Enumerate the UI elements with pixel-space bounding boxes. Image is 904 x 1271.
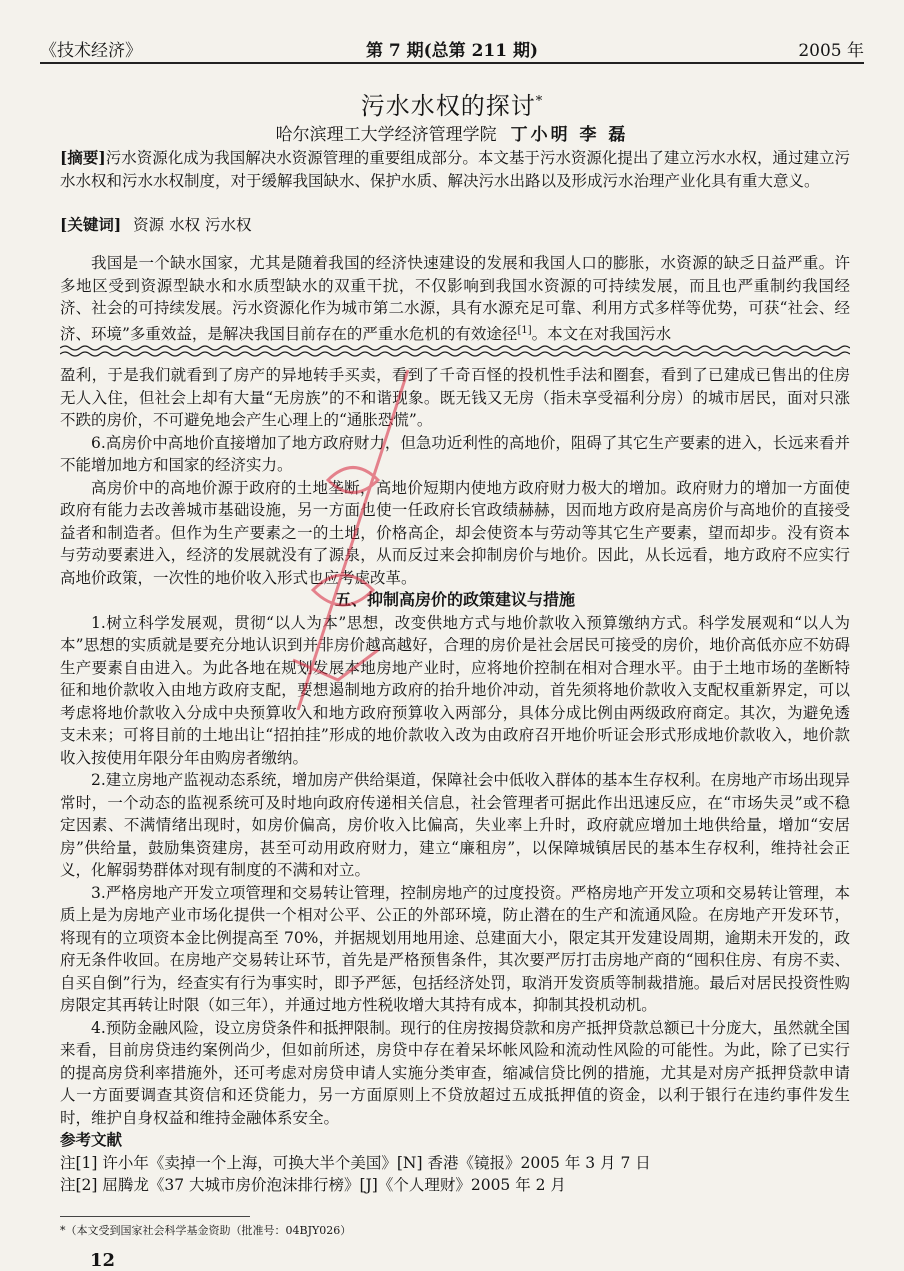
issue-number: 第 7 期(总第 211 期) (365, 41, 539, 61)
byline (0, 120, 904, 145)
article-title-text: 污水水权的探讨 (360, 92, 536, 120)
publication-year: 2005 年 (798, 41, 864, 61)
intro-paragraph (60, 252, 850, 345)
title-footnote-mark: * (535, 94, 544, 109)
body-paragraph: 高房价中的高地价源于政府的土地垄断，高地价短期内使地方政府财力极大的增加。政府财力的增加一方面使政府有能力去改善城市基础设施，另一方面也使一任政府长官政绩赫赫，因而地方政府是高房价与高地价的直接受益者和制造者。但作为生产要素之一的土地，价格高企，却会使资本与劳动等其它生产要素，望而却步。没有资本与劳动要素进入，经济的发展就没有了源泉，从而反过来会抑制房价与地价。因此，从长远看，地方政府不应实行高地价政策，一次性的地价收入形式也应考虑改革。 (60, 478, 850, 587)
article-body (60, 364, 850, 1197)
keywords-list: 资源 水权 污水权 (133, 216, 252, 234)
page-number: 12 (90, 1250, 116, 1271)
section-heading: 五、抑制高房价的政策建议与措施 (334, 590, 575, 609)
keywords-label: [关键词] (60, 215, 122, 234)
journal-name: 《技术经济》 (40, 41, 142, 61)
citation-1: [1] (517, 324, 532, 336)
abstract-text: 污水资源化成为我国解决水资源管理的重要组成部分。本文基于污水资源化提出了建立污水水权，通过建立污水水权和污水水权制度，对于缓解我国缺水、保护水质、解决污水出路以及形成污水治理产业化具有重大意义。 (60, 149, 850, 190)
article-title (0, 86, 904, 121)
footnote-rule (60, 1216, 250, 1217)
authors: 丁小明 李 磊 (510, 125, 629, 145)
body-paragraph: 4.预防金融风险，设立房贷条件和抵押限制。现行的住房按揭贷款和房产抵押贷款总额已十分庞大，虽然就全国来看，目前房贷违约案例尚少，但如前所述，房贷中存在着呆坏帐风险和流动性风险的可能性。为此，除了已实行的提高房贷利率措施外，还可考虑对房贷申请人实施分类审查，缩减信贷比例的措施，尤其是对房产抵押贷款申请人一方面要调查其资信和还贷能力，另一方面原则上不贷放超过五成抵押值的资金，以利于银行在违约事件发生时，维护自身权益和维持金融体系安全。 (60, 1018, 850, 1127)
body-paragraph: 盈利，于是我们就看到了房产的异地转手买卖，看到了千奇百怪的投机性手法和圈套，看到了已建成已售出的住房无人入住，但社会上却有大量“无房族”的不和谐现象。既无钱又无房（指未享受福利分房）的城市居民，面对只涨不跌的房价，不可避免地会产生心理上的“通胀恐慌”。 (60, 366, 850, 429)
keywords (60, 214, 850, 237)
funding-footnote: *（本文受到国家社会科学基金资助（批准号：04BJY026） (60, 1224, 352, 1237)
abstract-label: [摘要] (60, 148, 106, 167)
reference-item: 注[1] 许小年《卖掉一个上海，可换大半个美国》[N] 香港《镜报》2005 年 3 月 7 日 (60, 1153, 651, 1172)
intro-tail: 。本文在对我国污水 (531, 324, 672, 343)
body-paragraph: 6.高房价中高地价直接增加了地方政府财力，但急功近利性的高地价，阻碍了其它生产要素的进入，长远来看并不能增加地方和国家的经济实力。 (60, 433, 850, 474)
reference-item: 注[2] 屈腾龙《37 大城市房价泡沫排行榜》[J]《个人理财》2005 年 2 月 (60, 1176, 566, 1194)
body-paragraph: 1.树立科学发展观，贯彻“以人为本”思想，改变供地方式与地价款收入预算缴纳方式。科学发展观和“以人为本”思想的实质就是要充分地认识到并非房价越高越好，合理的房价是社会居民可接受的房价，地价高低亦应不妨碍生产要素自由进入。为此各地在规划发展本地房地产业时，应将地价控制在相对合理水平。由于土地市场的垄断特征和地价款收入由地方政府支配，要想遏制地方政府的抬升地价冲动，首先须将地价款收入支配权重新界定，可以考虑将地价款收入分成中央预算收入和地方政府预算收入两部分，具体分成比例由两级政府商定。其次，为避免透支未来；可将目前的土地出让“招拍挂”形成的地价款收入改为由政府召开地价听证会形式形成地价款收入，地价款收入按使用年限分年由购房者缴纳。 (60, 613, 850, 767)
references-heading: 参考文献 (60, 1130, 123, 1149)
page-cut-wavy-line (60, 344, 850, 358)
abstract (60, 147, 850, 192)
affiliation: 哈尔滨理工大学经济管理学院 (275, 125, 497, 145)
intro-text: 我国是一个缺水国家，尤其是随着我国的经济快速建设的发展和我国人口的膨胀，水资源的缺乏日益严重。许多地区受到资源型缺水和水质型缺水的双重干扰，不仅影响到我国水资源的可持续发展，而且也严重制约我国经济、社会的可持续发展。污水资源化作为城市第二水源，具有水源充足可靠、利用方式多样等优势，可获“社会、经济、环境”多重效益，是解决我国目前存在的严重水危机的有效途径 (60, 254, 850, 343)
header-rule (40, 62, 864, 64)
body-paragraph: 3.严格房地产开发立项管理和交易转让管理，控制房地产的过度投资。严格房地产开发立项和交易转让管理，本质上是为房地产业市场化提供一个相对公平、公正的外部环境，防止潜在的生产和流通风险。在房地产开发环节，将现有的立项资本金比例提高至 70%，并据规划用地用途、总建面大小，限定其开发建设周期，逾期未开发的，政府无条件收回。在房地产交易转让环节，首先是严格预售条件，其次要严厉打击房地产商的“囤积住房、有房不卖、自买自倒”行为，经查实有行为事实时，即予严惩，包括经济处罚，取消开发资质等制裁措施。最后对居民投资性购房限定其再转让时限（如三年），并通过地方性税收增大其持有成本，抑制其投机动机。 (60, 883, 850, 1014)
body-paragraph: 2.建立房地产监视动态系统，增加房产供给渠道，保障社会中低收入群体的基本生存权利。在房地产市场出现异常时，一个动态的监视系统可及时地向政府传递相关信息，社会管理者可据此作出迅速反应，在“市场失灵”或不稳定因素、不满情绪出现时，如房价偏高，房价收入比偏高，失业率上升时，政府就应增加土地供给量，增加“安居房”供给量，鼓励集资建房，甚至可动用政府财力，建立“廉租房”，以保障城镇居民的基本生存权利，维持社会正义，化解弱势群体对现有制度的不满和对立。 (60, 771, 850, 879)
